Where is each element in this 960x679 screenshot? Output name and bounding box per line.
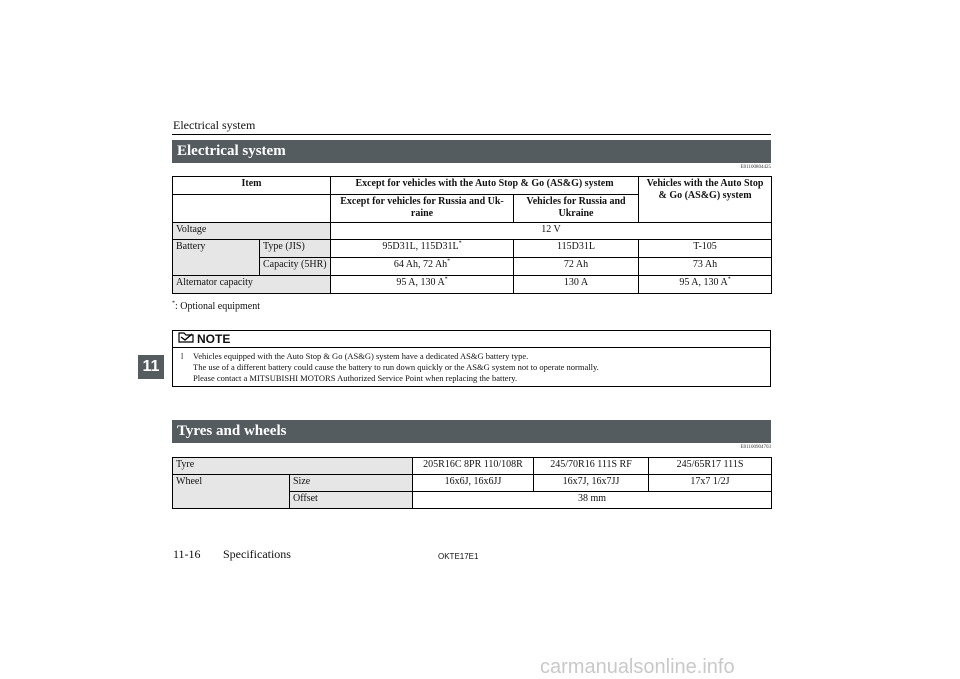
wheel-size-value: 17x7 1/2J (649, 475, 772, 492)
battery-label: Battery (173, 240, 260, 276)
tyre-label: Tyre (173, 458, 413, 475)
note-line: Please contact a MITSUBISHI MOTORS Authorized Service Point when replacing the battery. (193, 373, 518, 383)
battery-capacity-except-russia: 64 Ah, 72 Ah* (331, 258, 514, 276)
voltage-value: 12 V (331, 223, 772, 240)
tyre-value: 245/65R17 111S (649, 458, 772, 475)
th-russia: Vehicles for Russia and Ukraine (514, 195, 639, 223)
bullet-icon: l (181, 352, 184, 361)
battery-capacity-russia: 72 Ah (514, 258, 639, 276)
voltage-label: Voltage (173, 223, 331, 240)
note-icon (178, 330, 194, 348)
alternator-russia: 130 A (514, 276, 639, 294)
note-body (173, 348, 770, 384)
wheel-size-value: 16x7J, 16x7JJ (534, 475, 649, 492)
wheel-size-label: Size (290, 475, 413, 492)
battery-type-except-russia: 95D31L, 115D31L* (331, 240, 514, 258)
th-item: Item (173, 177, 331, 195)
tyre-value: 205R16C 8PR 110/108R (413, 458, 534, 475)
th-except-auto-stop: Except for vehicles with the Auto Stop & Go (AS&G) system (331, 177, 639, 195)
section-title-tyres: Tyres and wheels (172, 420, 771, 443)
note-title: NOTE (197, 332, 231, 346)
note-header (173, 331, 770, 348)
note-box (172, 330, 771, 387)
battery-capacity-auto-stop: 73 Ah (639, 258, 772, 276)
tyres-spec-table (172, 457, 772, 509)
electrical-spec-table (172, 176, 772, 294)
wheel-offset-value: 38 mm (413, 492, 772, 509)
wheel-size-value: 16x6J, 16x6JJ (413, 475, 534, 492)
doc-code: OKTE17E1 (438, 552, 479, 561)
ref-code-electrical: E01100804425 (740, 165, 771, 170)
battery-type-auto-stop: T-105 (639, 240, 772, 258)
battery-type-label: Type (JIS) (260, 240, 331, 258)
footnote: *: Optional equipment (172, 300, 260, 312)
battery-capacity-label: Capacity (5HR) (260, 258, 331, 276)
section-title-electrical: Electrical system (172, 140, 771, 163)
wheel-offset-label: Offset (290, 492, 413, 509)
ref-code-tyres: E01100904703 (740, 445, 771, 450)
tyre-value: 245/70R16 111S RF (534, 458, 649, 475)
th-except-russia: Except for vehicles for Russia and Uk-raine (331, 195, 514, 223)
alternator-label: Alternator capacity (173, 276, 331, 294)
note-line: Vehicles equipped with the Auto Stop & Go (AS&G) system have a dedicated AS&G battery type. (193, 351, 529, 361)
chapter-tab: 11 (138, 355, 164, 379)
alternator-except-russia: 95 A, 130 A* (331, 276, 514, 294)
battery-type-russia: 115D31L (514, 240, 639, 258)
watermark: carmanualsonline.info (540, 656, 735, 678)
th-item-blank (173, 195, 331, 223)
note-line: The use of a different battery could cause the battery to run down quickly or the AS&G system not to operate normally. (193, 362, 599, 372)
alternator-auto-stop: 95 A, 130 A* (639, 276, 772, 294)
wheel-label: Wheel (173, 475, 290, 509)
page-section: Specifications (223, 547, 291, 561)
running-header: Electrical system (173, 118, 256, 132)
th-with-auto-stop: Vehicles with the Auto Stop & Go (AS&G) system (639, 177, 772, 223)
header-rule (172, 134, 771, 135)
page-number: 11-16 (173, 547, 201, 561)
